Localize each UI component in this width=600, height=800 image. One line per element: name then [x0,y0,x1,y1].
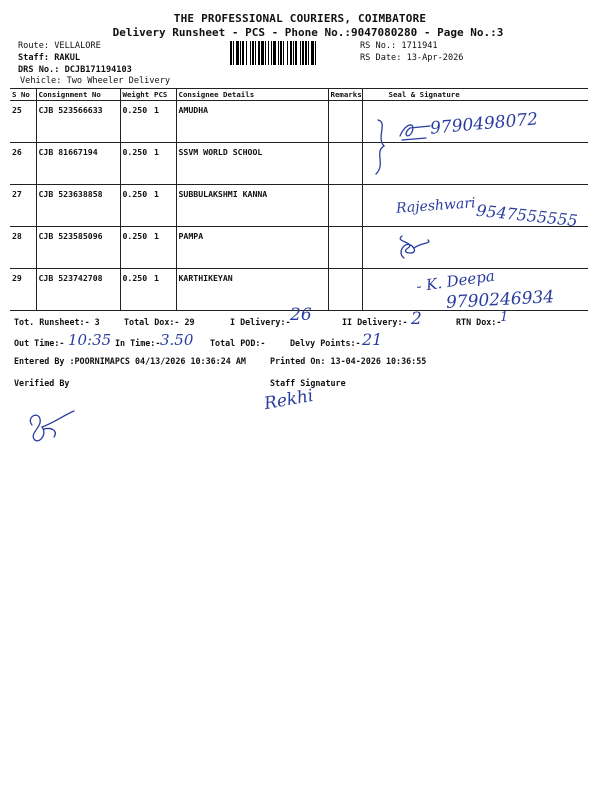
cell-consignee: SUBBULAKSHMI KANNA [176,185,328,227]
cell-pcs: 1 [152,185,176,227]
verified-by-label: Verified By [14,378,70,388]
cell-pcs: 1 [152,227,176,269]
cell-consignee: KARTHIKEYAN [176,269,328,311]
col-seal-signature: Seal & Signature [362,89,588,101]
handwritten-name-29: - K. Deepa [415,266,496,296]
rs-date: RS Date: 13-Apr-2026 [360,53,464,63]
cell-consignment: CJB 523638858 [36,185,120,227]
ii-delivery-label: II Delivery:- [342,317,408,327]
cell-consignee: AMUDHA [176,101,328,143]
cell-sno: 26 [10,143,36,185]
cell-pcs: 1 [152,101,176,143]
verified-signature [24,405,84,445]
table-row [10,227,588,269]
company-title: THE PROFESSIONAL COURIERS, COIMBATORE [173,12,427,25]
cell-consignment: CJB 81667194 [36,143,120,185]
cell-weight: 0.250 [120,143,152,185]
delvy-points-label: Delvy Points:- [290,338,361,348]
staff-signature-handwritten: Rekhi [262,385,315,415]
cell-consignment: CJB 523585096 [36,227,120,269]
drs-number: DRS No.: DCJB171194103 [18,65,132,75]
out-time-label: Out Time:- [14,338,65,348]
table-header-row [10,89,588,101]
barcode [230,41,354,65]
handwritten-i-delivery: 26 [290,305,312,325]
cell-weight: 0.250 [120,185,152,227]
handwritten-phone-27: 9547555555 [475,200,579,231]
cell-weight: 0.250 [120,269,152,311]
cell-sno: 28 [10,227,36,269]
cell-sno: 25 [10,101,36,143]
handwritten-rtn-dox: 1 [500,310,509,325]
cell-consignee: PAMPA [176,227,328,269]
cell-remarks [328,143,362,185]
col-pcs: PCS [152,89,176,101]
cell-sno: 29 [10,269,36,311]
cell-remarks [328,101,362,143]
col-consignment: Consignment No [36,89,120,101]
handwritten-out-time: 10:35 [68,331,112,349]
route-label: Route: VELLALORE [18,41,101,51]
runsheet-subtitle: Delivery Runsheet - PCS - Phone No.:9047080280 - Page No.:3 [112,26,504,39]
col-remarks: Remarks [328,89,362,101]
rtn-dox-label: RTN Dox:- [456,317,502,327]
cell-sno: 27 [10,185,36,227]
total-pod-label: Total POD:- [210,338,266,348]
col-sno: S No [10,89,36,101]
handwritten-phone-25: 9790498072 [429,109,539,139]
in-time-label: In Time:- [115,338,161,348]
total-dox: Total Dox:- 29 [124,317,195,327]
cell-weight: 0.250 [120,101,152,143]
cell-pcs: 1 [152,143,176,185]
entered-by: Entered By :POORNIMAPCS 04/13/2026 10:36:24 AM [14,356,246,366]
cell-pcs: 1 [152,269,176,311]
cell-consignee: SSVM WORLD SCHOOL [176,143,328,185]
staff-label: Staff: RAKUL [18,53,81,63]
handwritten-phone-29: 9790246934 [445,287,555,313]
handwritten-delvy-points: 21 [362,330,383,349]
signature-pampa [392,232,438,262]
cell-remarks [328,227,362,269]
staff-signature-label: Staff Signature [270,378,346,388]
handwritten-in-time: 3.50 [160,331,194,349]
cell-remarks [328,269,362,311]
table-row [10,143,588,185]
vehicle-label: Vehicle: Two Wheeler Delivery [20,76,171,86]
rs-number: RS No.: 1711941 [360,41,438,51]
i-delivery-label: I Delivery:- [230,317,291,327]
cell-remarks [328,185,362,227]
handwritten-name-27: Rajeshwari [395,195,477,217]
col-weight: Weight [120,89,152,101]
cell-consignment: CJB 523742708 [36,269,120,311]
col-consignee: Consignee Details [176,89,328,101]
tot-runsheet: Tot. Runsheet:- 3 [14,317,100,327]
handwritten-ii-delivery: 2 [411,309,422,329]
cell-weight: 0.250 [120,227,152,269]
cell-consignment: CJB 523566633 [36,101,120,143]
printed-on: Printed On: 13-04-2026 10:36:55 [270,356,427,366]
